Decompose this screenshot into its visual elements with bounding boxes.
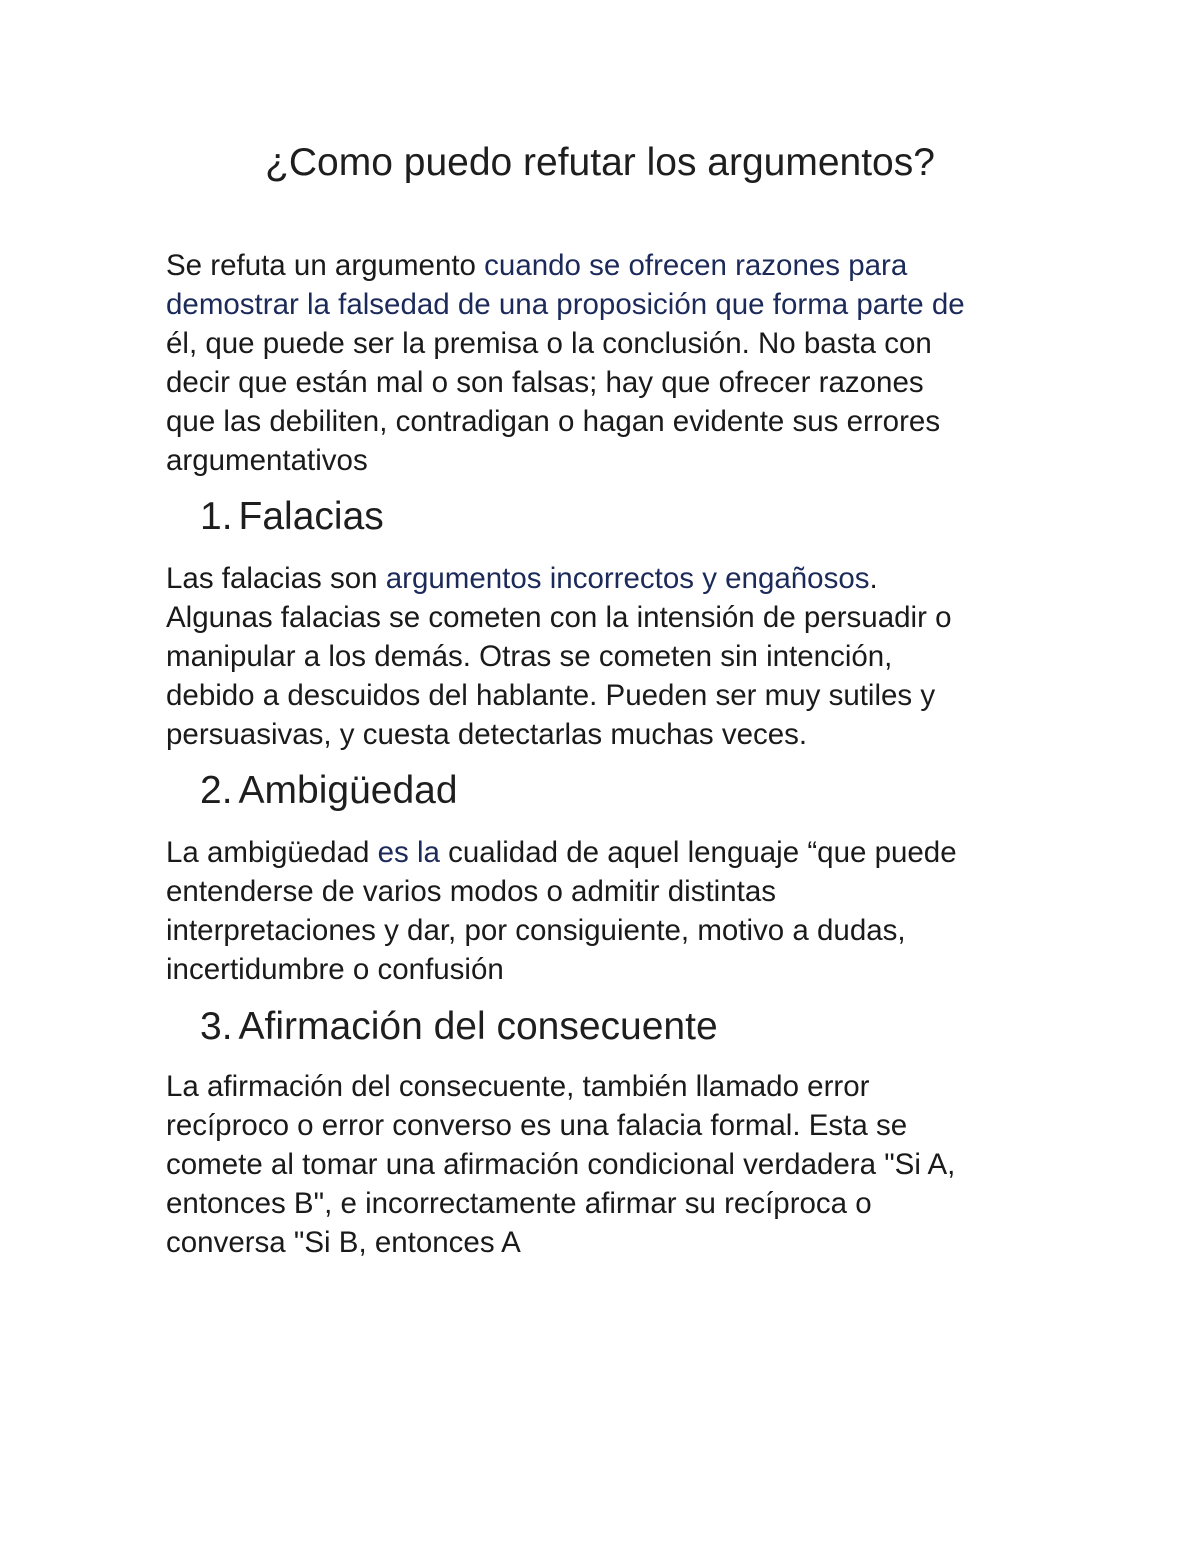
section-number: 2.: [200, 769, 233, 812]
section-heading-ambiguedad: [200, 768, 458, 814]
ambiguedad-paragraph: [166, 833, 1036, 989]
falacias-line-5: persuasivas, y cuesta detectarlas muchas veces.: [166, 718, 808, 751]
falacias-line-3: manipular a los demás. Otras se cometen sin intención,: [166, 640, 893, 673]
falacias-line-1b: argumentos incorrectos y engañosos: [385, 562, 870, 595]
intro-line-5: que las debiliten, contradigan o hagan evidente sus errores: [166, 405, 941, 438]
section-number: 3.: [200, 1005, 233, 1048]
falacias-line-1a: Las falacias son: [166, 562, 386, 595]
ambiguedad-line-2: entenderse de varios modos o admitir distintas: [166, 875, 776, 908]
intro-line-1b: cuando se ofrecen razones para: [484, 249, 908, 282]
intro-line-1a: Se refuta un argumento: [166, 249, 485, 282]
afirmacion-line-2: recíproco o error converso es una falacia formal. Esta se: [166, 1109, 908, 1142]
intro-line-6: argumentativos: [166, 444, 368, 477]
section-heading-text: Falacias: [238, 495, 384, 538]
afirmacion-paragraph: [166, 1067, 1036, 1262]
ambiguedad-line-1a: La ambigüedad: [166, 836, 378, 869]
intro-line-4: decir que están mal o son falsas; hay que ofrecer razones: [166, 366, 924, 399]
ambiguedad-line-4: incertidumbre o confusión: [166, 953, 504, 986]
section-heading-text: Ambigüedad: [238, 769, 458, 812]
ambiguedad-line-1c: cualidad de aquel lenguaje “que puede: [439, 836, 957, 869]
falacias-line-2: Algunas falacias se cometen con la intensión de persuadir o: [166, 601, 952, 634]
afirmacion-line-3: comete al tomar una afirmación condicional verdadera "Si A,: [166, 1148, 956, 1181]
falacias-paragraph: [166, 559, 1036, 754]
falacias-line-4: debido a descuidos del hablante. Pueden ser muy sutiles y: [166, 679, 936, 712]
document-title: ¿Como puedo refutar los argumentos?: [265, 141, 935, 184]
ambiguedad-line-3: interpretaciones y dar, por consiguiente, motivo a dudas,: [166, 914, 906, 947]
afirmacion-line-4: entonces B", e incorrectamente afirmar su recíproca o: [166, 1187, 872, 1220]
section-heading-falacias: [200, 494, 384, 540]
ambiguedad-line-1b: es la: [377, 836, 440, 869]
section-number: 1.: [200, 495, 233, 538]
intro-line-3: él, que puede ser la premisa o la conclusión. No basta con: [166, 327, 932, 360]
section-heading-text: Afirmación del consecuente: [238, 1005, 718, 1048]
intro-line-2: demostrar la falsedad de una proposición que forma parte de: [166, 288, 965, 321]
section-heading-afirmacion: [200, 1004, 718, 1050]
afirmacion-line-1: La afirmación del consecuente, también llamado error: [166, 1070, 870, 1103]
afirmacion-line-5: conversa "Si B, entonces A: [166, 1226, 521, 1259]
intro-paragraph: [166, 246, 1036, 480]
falacias-line-1c: .: [869, 562, 878, 595]
